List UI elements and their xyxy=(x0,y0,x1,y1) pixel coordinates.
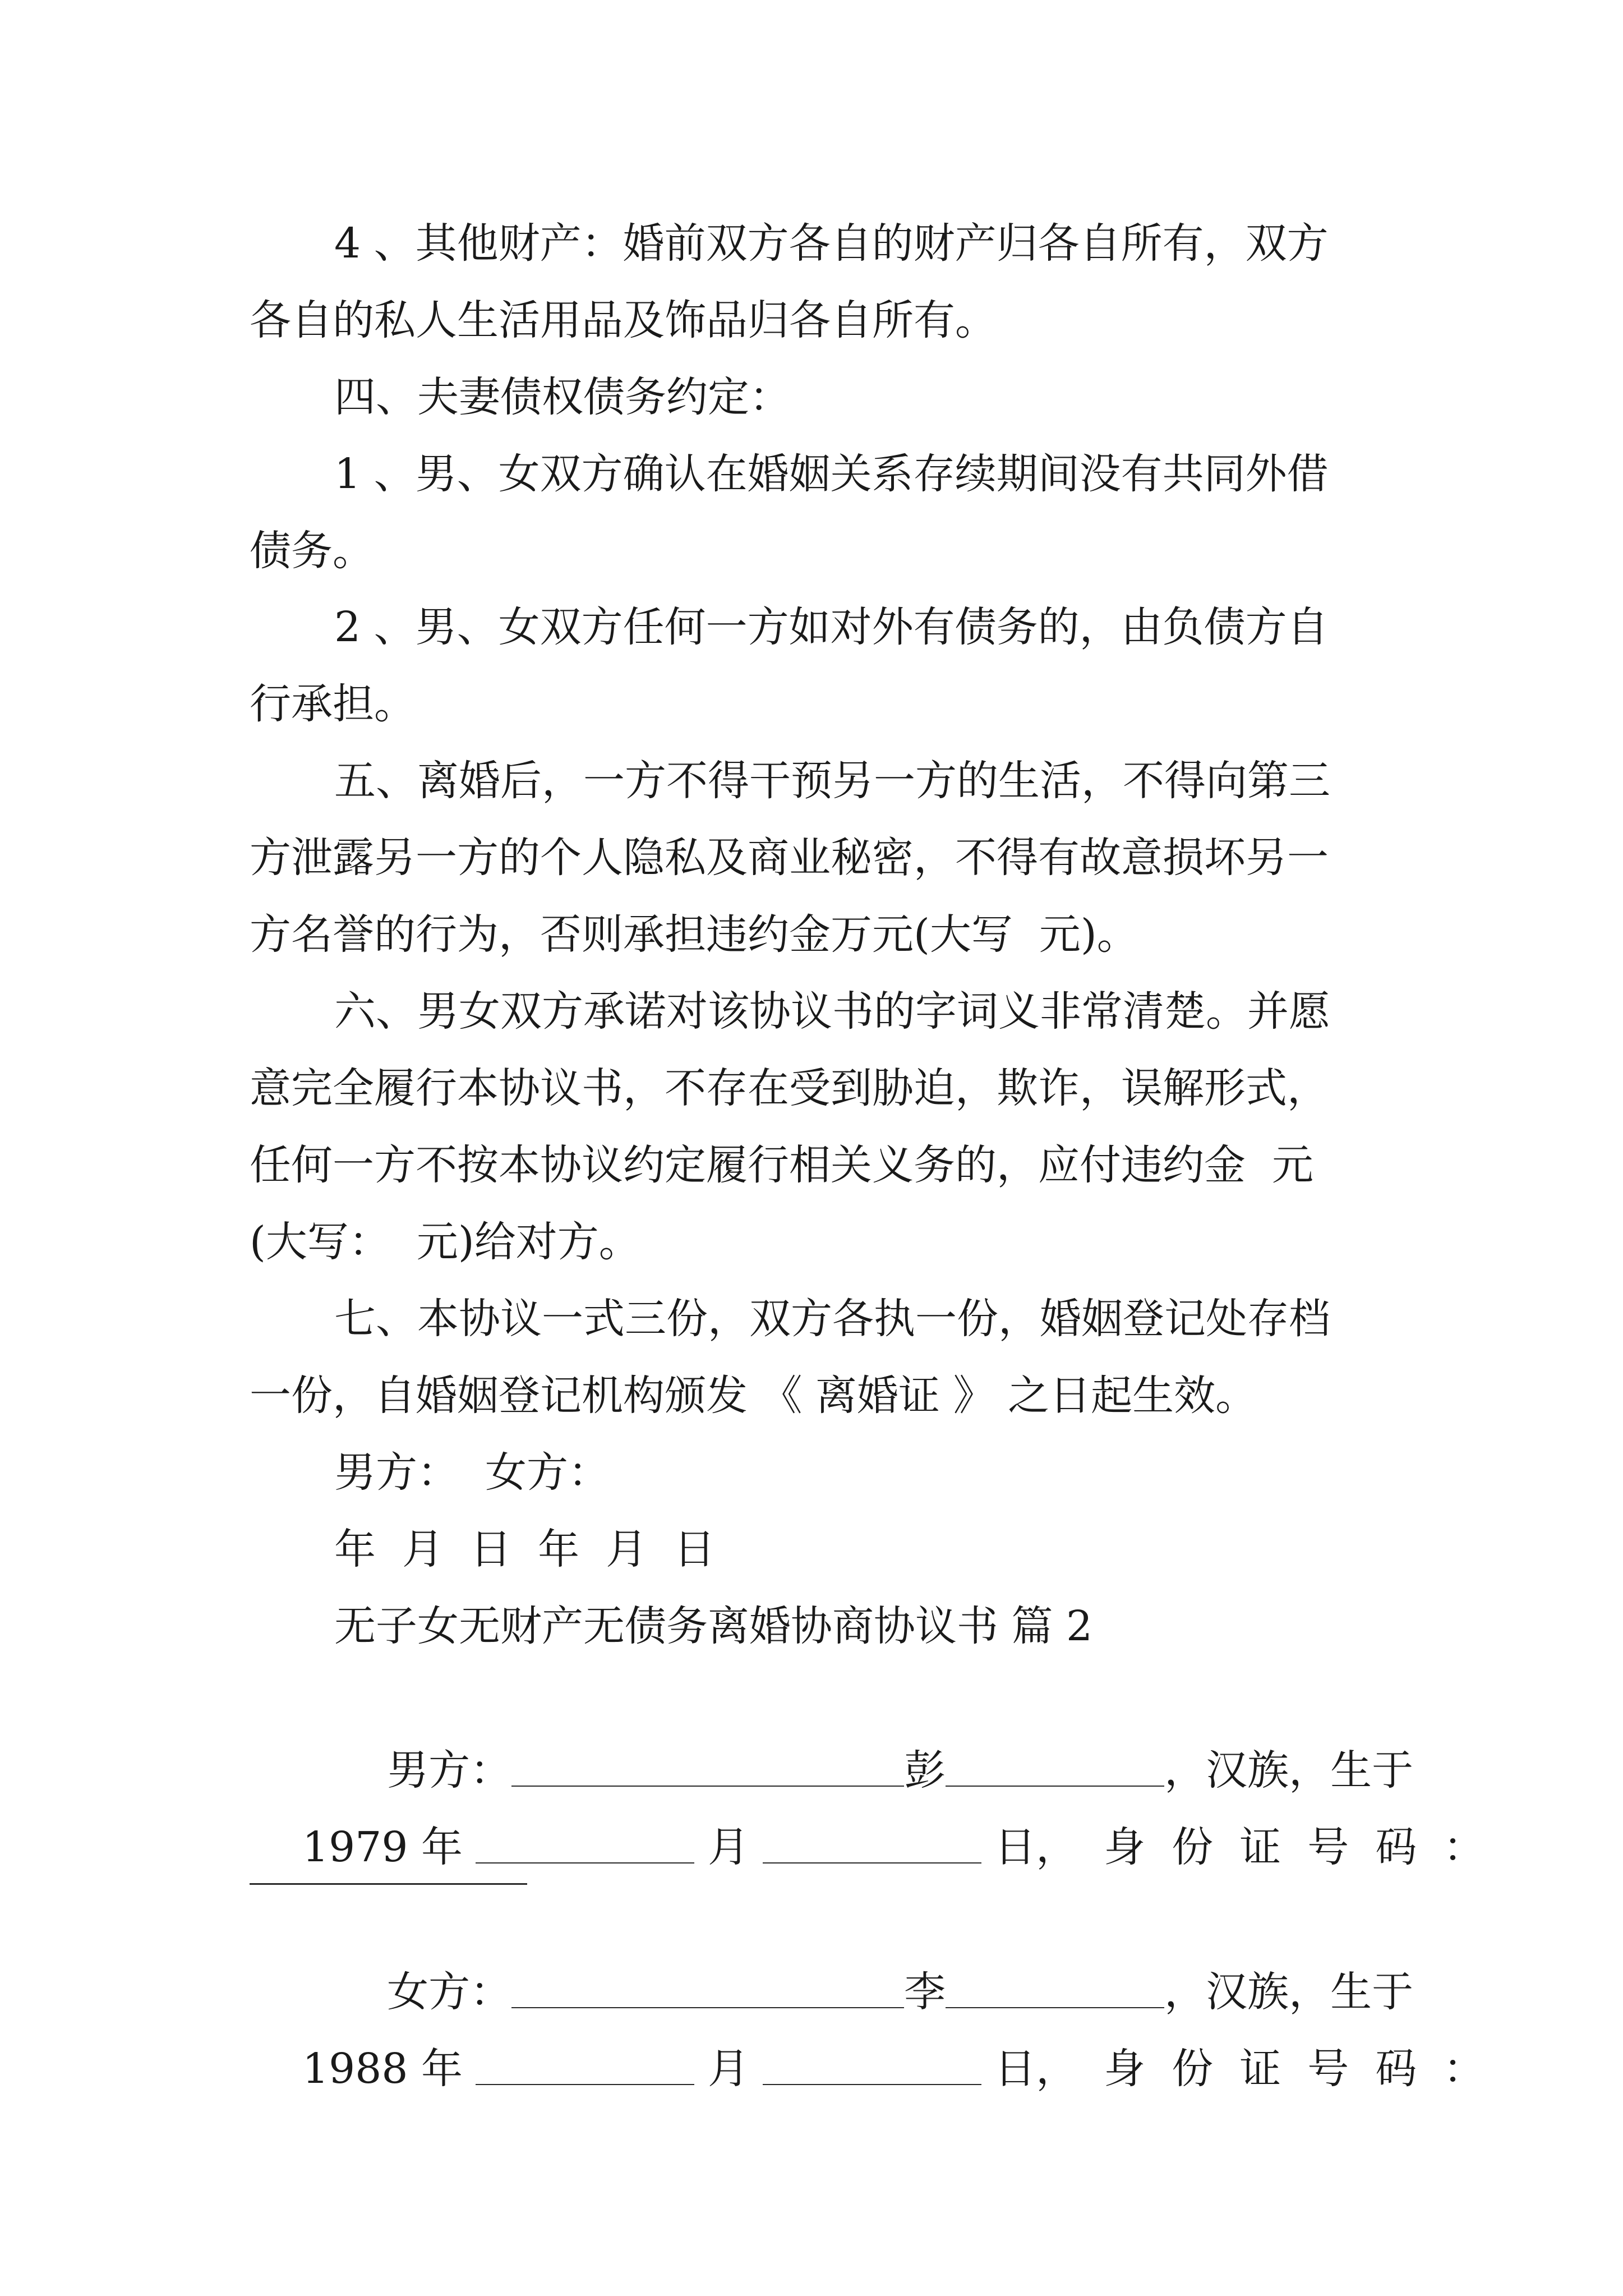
id-label-char: 码 xyxy=(1375,2045,1417,2093)
party-male-line xyxy=(0,1669,1623,1795)
party-female-line xyxy=(0,1891,1623,2016)
signature-line: 男方： 女方： xyxy=(334,1448,610,1497)
id-label-char: 证 xyxy=(1239,2045,1281,2093)
blank-field xyxy=(763,1862,981,1864)
paragraph-line: 意完全履行本协议书，不存在受到胁迫，欺诈，误解形式， xyxy=(250,1064,1329,1112)
day-unit: 日 xyxy=(994,2045,1036,2093)
blank-field xyxy=(476,1862,694,1864)
id-label-char: ： xyxy=(1443,1823,1485,1871)
id-label-char: 号 xyxy=(1307,2045,1349,2093)
day-unit: 日 xyxy=(994,1823,1036,1871)
paragraph-line: 各自的私人生活用品及饰品归各自所有。 xyxy=(250,296,997,344)
party-suffix: ，汉族，生于 xyxy=(1164,1746,1414,1795)
paragraph-line: 4 、其他财产：婚前双方各自的财产归各自所有，双方 xyxy=(334,219,1329,268)
id-label-char: ： xyxy=(1443,2045,1485,2093)
paragraph-line: 债务。 xyxy=(250,527,374,575)
section-title: 无子女无财产无债务离婚协商协议书 篇 2 xyxy=(334,1602,1093,1650)
id-label-char: 码 xyxy=(1375,1823,1417,1871)
month-unit: 月 xyxy=(708,1823,750,1871)
party-label: 男方： xyxy=(387,1746,512,1795)
year-unit: 年 xyxy=(421,1823,463,1871)
party-label: 女方： xyxy=(387,1968,512,2016)
paragraph-line: 一份，自婚姻登记机构颁发 《 离婚证 》 之日起生效。 xyxy=(250,1372,1257,1420)
paragraph-line: 五、离婚后，一方不得干预另一方的生活，不得向第三 xyxy=(334,757,1330,805)
id-label-char: ， xyxy=(1036,2045,1078,2093)
date-line: 年 月 日 年 月 日 xyxy=(334,1525,716,1573)
id-label-char: 号 xyxy=(1307,1823,1349,1871)
party-name: 彭 xyxy=(904,1746,946,1795)
paragraph-line: (大写： 元)给对方。 xyxy=(250,1218,640,1266)
month-unit: 月 xyxy=(708,2045,750,2093)
year-unit: 年 xyxy=(421,2045,463,2093)
paragraph-line: 方名誉的行为，否则承担违约金万元(大写 元)。 xyxy=(250,910,1138,959)
paragraph-line: 1 、男、女双方确认在婚姻关系存续期间没有共同外借 xyxy=(334,450,1329,498)
blank-field xyxy=(476,2084,694,2085)
paragraph-line: 行承担。 xyxy=(250,680,416,728)
id-number-blank xyxy=(250,1883,527,1885)
blank-field xyxy=(763,2084,981,2085)
party-female-birth-line xyxy=(0,1968,1623,2093)
paragraph-line: 任何一方不按本协议约定履行相关义务的，应付违约金 元 xyxy=(250,1141,1314,1189)
party-male-birth-line xyxy=(0,1746,1623,1871)
paragraph-line: 六、男女双方承诺对该协议书的字词义非常清楚。并愿 xyxy=(334,987,1330,1036)
id-label-char: 份 xyxy=(1172,1823,1214,1871)
birth-year: 1979 xyxy=(302,1823,408,1871)
party-suffix: ，汉族，生于 xyxy=(1164,1968,1414,2016)
id-label-char: 证 xyxy=(1239,1823,1281,1871)
id-label-char: 份 xyxy=(1172,2045,1214,2093)
paragraph-line: 2 、男、女双方任何一方如对外有债务的，由负债方自 xyxy=(334,603,1329,651)
party-name: 李 xyxy=(904,1968,946,2016)
id-label-char: ， xyxy=(1036,1823,1078,1871)
paragraph-line: 方泄露另一方的个人隐私及商业秘密，不得有故意损坏另一 xyxy=(250,834,1329,882)
id-label-char: 身 xyxy=(1104,1823,1146,1871)
paragraph-line: 七、本协议一式三份，双方各执一份，婚姻登记处存档 xyxy=(334,1295,1330,1343)
birth-year: 1988 xyxy=(302,2045,408,2093)
section-heading: 四、夫妻债权债务约定： xyxy=(334,373,791,421)
id-label-char: 身 xyxy=(1104,2045,1146,2093)
